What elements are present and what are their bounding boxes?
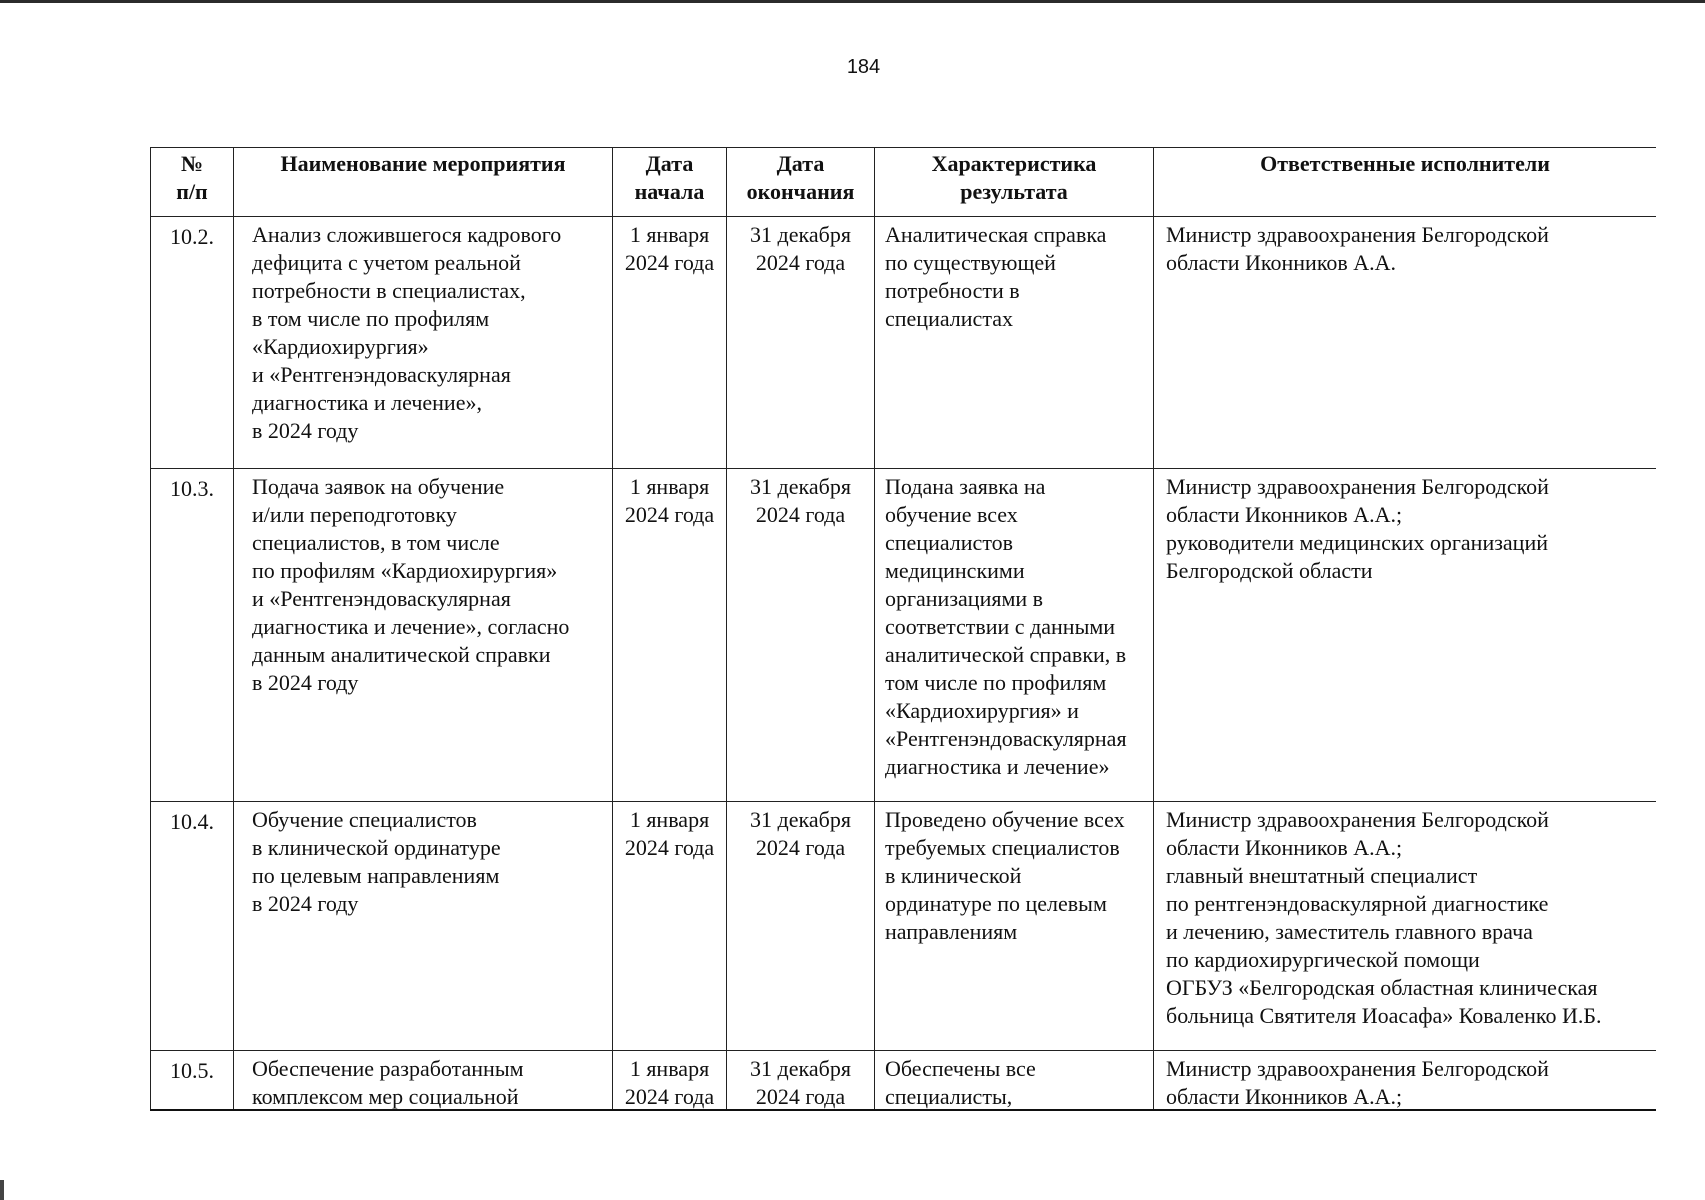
header-end-date: Дата окончания <box>727 148 875 217</box>
measures-table <box>150 147 1656 1111</box>
header-number: № п/п <box>151 148 234 217</box>
measures-table-container <box>150 147 1656 1111</box>
end-date: 31 декабря 2024 года <box>727 217 875 469</box>
measure-name: Обеспечение разработанным комплексом мер социальной <box>234 1051 613 1112</box>
end-date: 31 декабря 2024 года <box>727 802 875 1051</box>
start-date: 1 января 2024 года <box>613 217 727 469</box>
end-date: 31 декабря 2024 года <box>727 1051 875 1112</box>
responsible-executors: Министр здравоохранения Белгородской области Иконников А.А.; <box>1154 1051 1657 1112</box>
scan-edge-left <box>0 1180 4 1200</box>
table-row <box>151 802 1657 1051</box>
responsible-executors: Министр здравоохранения Белгородской области Иконников А.А.; руководители медицинских организаций Белгородской области <box>1154 469 1657 802</box>
table-row <box>151 217 1657 469</box>
measure-name: Анализ сложившегося кадрового дефицита с учетом реальной потребности в специалистах, в том числе по профилям «Кардиохирургия» и «Рентгенэндоваскулярная диагностика и лечение», в 2024 году <box>234 217 613 469</box>
result-description: Аналитическая справка по существующей потребности в специалистах <box>875 217 1154 469</box>
table-row <box>151 469 1657 802</box>
start-date: 1 января 2024 года <box>613 1051 727 1112</box>
responsible-executors: Министр здравоохранения Белгородской области Иконников А.А. <box>1154 217 1657 469</box>
row-number: 10.5. <box>151 1051 234 1112</box>
start-date: 1 января 2024 года <box>613 802 727 1051</box>
responsible-executors: Министр здравоохранения Белгородской области Иконников А.А.; главный внештатный специалист по рентгенэндоваскулярной диагностике и лечению, заместитель главного врача по кардиохирургической помощи ОГБУЗ «Белгородская областная клиническая больница Святителя Иоасафа» Коваленко И.Б. <box>1154 802 1657 1051</box>
start-date: 1 января 2024 года <box>613 469 727 802</box>
header-executors: Ответственные исполнители <box>1154 148 1657 217</box>
row-number: 10.2. <box>151 217 234 469</box>
table-row <box>151 1051 1657 1112</box>
header-result: Характеристика результата <box>875 148 1154 217</box>
row-number: 10.4. <box>151 802 234 1051</box>
end-date: 31 декабря 2024 года <box>727 469 875 802</box>
scan-edge-top <box>0 0 1705 3</box>
page-number: 184 <box>846 56 881 78</box>
row-number: 10.3. <box>151 469 234 802</box>
header-measure-name: Наименование мероприятия <box>234 148 613 217</box>
result-description: Обеспечены все специалисты, <box>875 1051 1154 1112</box>
measure-name: Подача заявок на обучение и/или переподготовку специалистов, в том числе по профилям «Кардиохирургия» и «Рентгенэндоваскулярная диагностика и лечение», согласно данным аналитической справки в 2024 году <box>234 469 613 802</box>
result-description: Подана заявка на обучение всех специалистов медицинскими организациями в соответствии с данными аналитической справки, в том числе по профилям «Кардиохирургия» и «Рентгенэндоваскулярная диагностика и лечение» <box>875 469 1154 802</box>
table-header-row <box>151 148 1657 217</box>
measure-name: Обучение специалистов в клинической ординатуре по целевым направлениям в 2024 году <box>234 802 613 1051</box>
result-description: Проведено обучение всех требуемых специалистов в клинической ординатуре по целевым направлениям <box>875 802 1154 1051</box>
header-start-date: Дата начала <box>613 148 727 217</box>
